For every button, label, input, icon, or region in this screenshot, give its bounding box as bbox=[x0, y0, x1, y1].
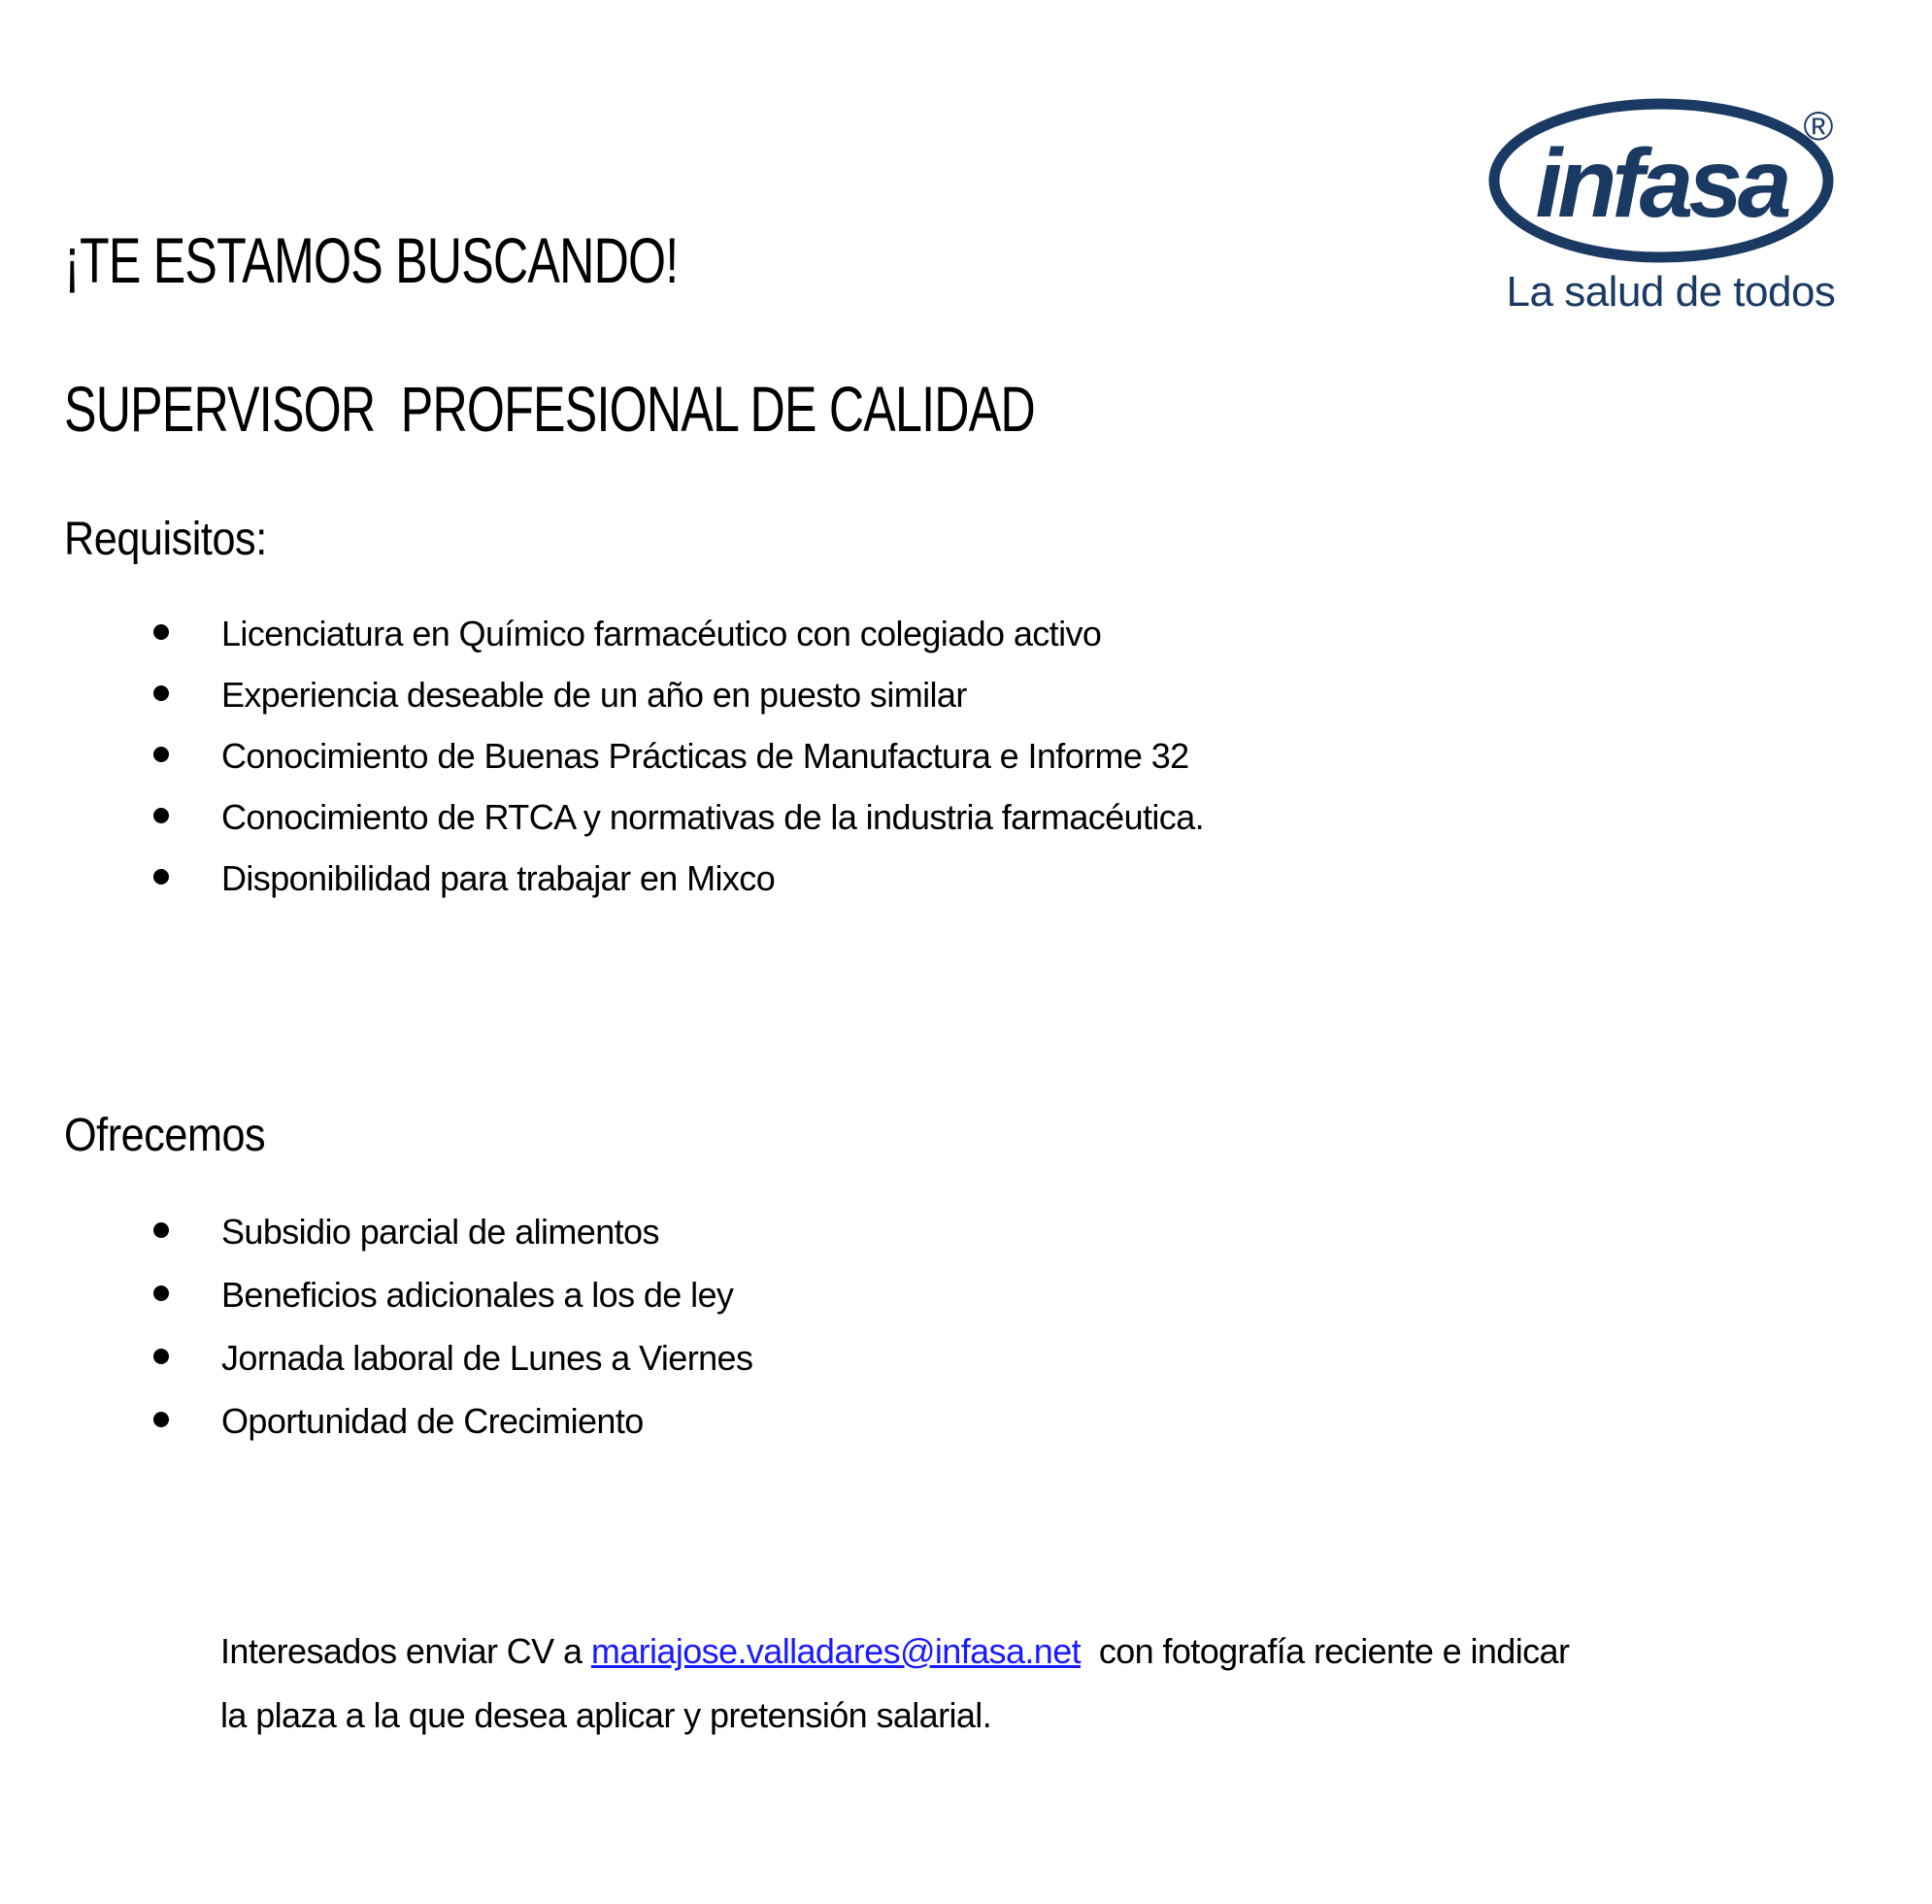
requisitos-heading: Requisitos: bbox=[64, 514, 267, 565]
infasa-logo-icon bbox=[1481, 93, 1861, 266]
logo-tagline: La salud de todos bbox=[1506, 268, 1836, 316]
contact-line2: la plaza a la que desea aplicar y pretensión salarial. bbox=[220, 1695, 992, 1735]
company-logo bbox=[1481, 93, 1861, 317]
email-link[interactable]: mariajose.valladares@infasa.net bbox=[590, 1631, 1082, 1671]
list-item: Subsidio parcial de alimentos bbox=[66, 1200, 752, 1263]
logo-brand-text: infasa bbox=[1535, 129, 1787, 238]
ofrecemos-list bbox=[66, 1200, 752, 1453]
list-item: Beneficios adicionales a los de ley bbox=[66, 1263, 752, 1326]
list-item: Disponibilidad para trabajar en Mixco bbox=[66, 848, 1204, 909]
list-item: Conocimiento de RTCA y normativas de la industria farmacéutica. bbox=[66, 786, 1204, 848]
list-item: Oportunidad de Crecimiento bbox=[66, 1389, 752, 1453]
contact-line1-prefix: Interesados enviar CV a bbox=[220, 1631, 591, 1671]
registered-trademark-icon: ® bbox=[1803, 103, 1834, 149]
contact-paragraph bbox=[220, 1620, 1871, 1748]
requisitos-list bbox=[66, 603, 1204, 909]
list-item: Conocimiento de Buenas Prácticas de Manufactura e Informe 32 bbox=[66, 725, 1204, 786]
job-title: SUPERVISOR PROFESIONAL DE CALIDAD bbox=[64, 373, 1035, 445]
headline: ¡TE ESTAMOS BUSCANDO! bbox=[64, 224, 679, 296]
list-item: Licenciatura en Químico farmacéutico con colegiado activo bbox=[66, 603, 1204, 664]
list-item: Experiencia deseable de un año en puesto similar bbox=[66, 664, 1204, 725]
ofrecemos-heading: Ofrecemos bbox=[64, 1110, 266, 1161]
list-item: Jornada laboral de Lunes a Viernes bbox=[66, 1326, 752, 1389]
contact-line1-suffix: con fotografía reciente e indicar bbox=[1081, 1631, 1570, 1671]
